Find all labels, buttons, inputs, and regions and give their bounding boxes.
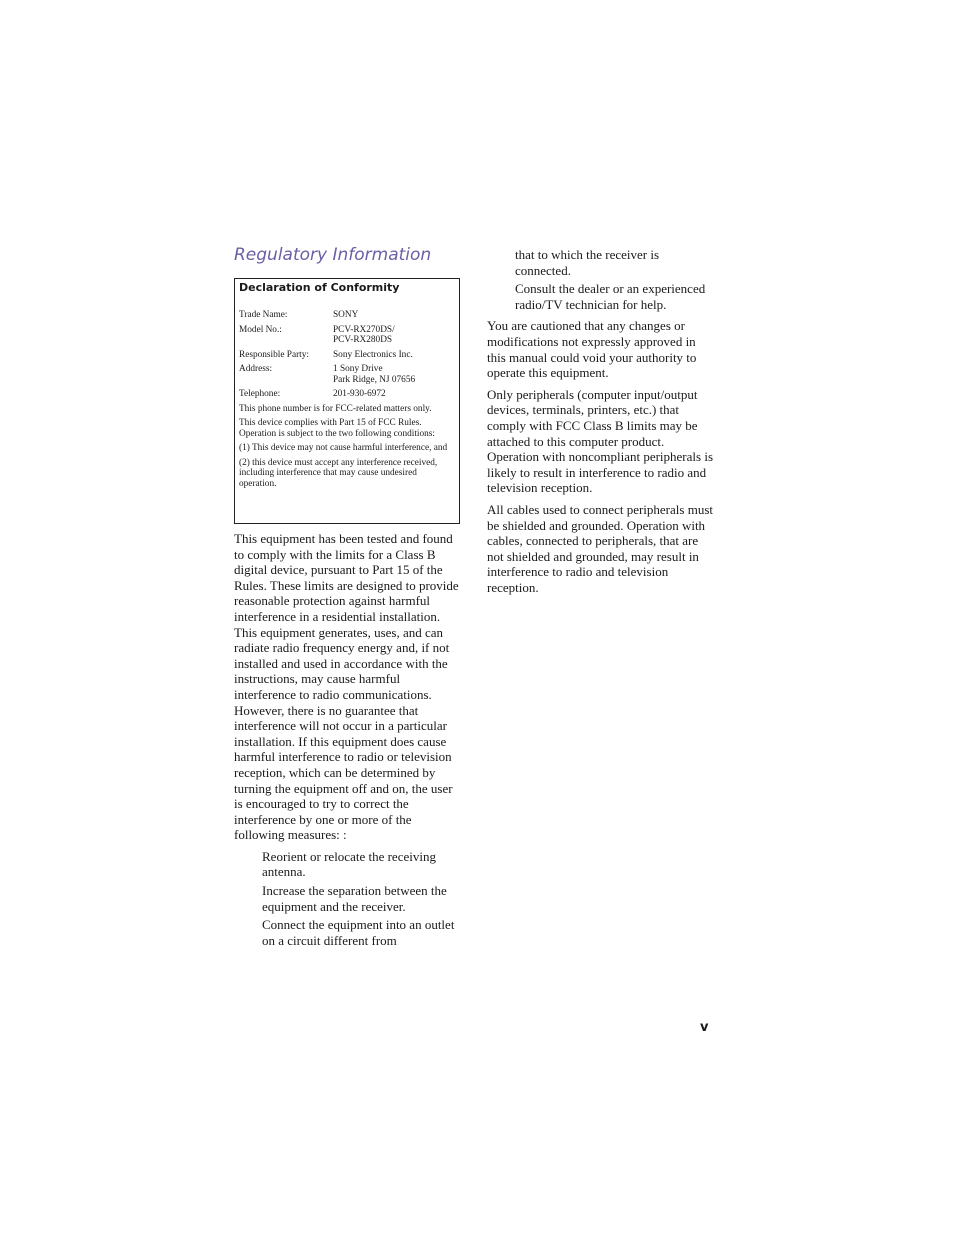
declaration-row-model-no bbox=[239, 325, 455, 346]
declaration-note: (1) This device may not cause harmful interference, and bbox=[239, 443, 448, 453]
declaration-row-responsible-party bbox=[239, 350, 455, 361]
declaration-value: 1 Sony Drive Park Ridge, NJ 07656 bbox=[333, 364, 416, 385]
measure-item: Increase the separation between the equipment and the receiver. bbox=[262, 883, 447, 914]
declaration-label: Address: bbox=[239, 364, 273, 374]
right-column bbox=[487, 247, 713, 601]
body-paragraph: You are cautioned that any changes or modifications not expressly approved in this manual could void your authority to operate this equipment. bbox=[487, 318, 697, 381]
page-number: v bbox=[700, 1020, 709, 1035]
declaration-note: This device complies with Part 15 of FCC Rules. Operation is subject to the two following conditions: bbox=[239, 418, 435, 439]
page-heading: Regulatory Information bbox=[234, 245, 432, 265]
declaration-label: Model No.: bbox=[239, 324, 282, 335]
left-column bbox=[234, 531, 460, 951]
declaration-note: (2) this device must accept any interference received, including interference that may cause undesired operation. bbox=[239, 457, 438, 489]
body-paragraph: All cables used to connect peripherals must be shielded and grounded. Operation with cables, connected to peripherals, that are not shielded and grounded, may result in interference to radio and television reception. bbox=[487, 501, 713, 595]
declaration-row-address bbox=[239, 364, 455, 385]
measure-item: Connect the equipment into an outlet on a circuit different from bbox=[262, 917, 455, 948]
declaration-value: 201-930-6972 bbox=[333, 389, 386, 399]
declaration-note: This phone number is for FCC-related matters only. bbox=[239, 403, 432, 414]
measure-item: Consult the dealer or an experienced radio/TV technician for help. bbox=[515, 281, 706, 312]
declaration-label: Responsible Party: bbox=[239, 349, 309, 360]
declaration-value: SONY bbox=[333, 310, 359, 320]
measure-item: that to which the receiver is connected. bbox=[515, 247, 660, 278]
body-paragraph: Only peripherals (computer input/output devices, terminals, printers, etc.) that comply with FCC Class B limits may be attached to this computer product. Operation with noncompliant peripherals is likely to result in interference to radio and television reception. bbox=[487, 386, 714, 496]
declaration-row-telephone bbox=[239, 389, 455, 400]
body-paragraph: This equipment has been tested and found to comply with the limits for a Class B digital device, pursuant to Part 15 of the Rules. These limits are designed to provide reasonable protection against harmful interference in a residential installation. This equipment generates, uses, and can radiate radio frequency energy and, if not installed and used in accordance with the instructions, may cause harmful interference to radio communications. However, there is no guarantee that interference will not occur in a particular installation. If this equipment does cause harmful interference to radio or television reception, which can be determined by turning the equipment off and on, the user is encouraged to try to correct the interference by one or more of the following measures: : bbox=[234, 531, 459, 843]
declaration-row-trade-name bbox=[239, 310, 455, 321]
declaration-title: Declaration of Conformity bbox=[239, 281, 400, 294]
measure-item: Reorient or relocate the receiving antenna. bbox=[262, 848, 436, 880]
declaration-value: PCV-RX270DS/ PCV-RX280DS bbox=[333, 324, 395, 345]
declaration-of-conformity-box bbox=[234, 278, 460, 524]
declaration-label: Trade Name: bbox=[239, 310, 288, 320]
declaration-value: Sony Electronics Inc. bbox=[333, 349, 413, 360]
declaration-label: Telephone: bbox=[239, 389, 281, 399]
